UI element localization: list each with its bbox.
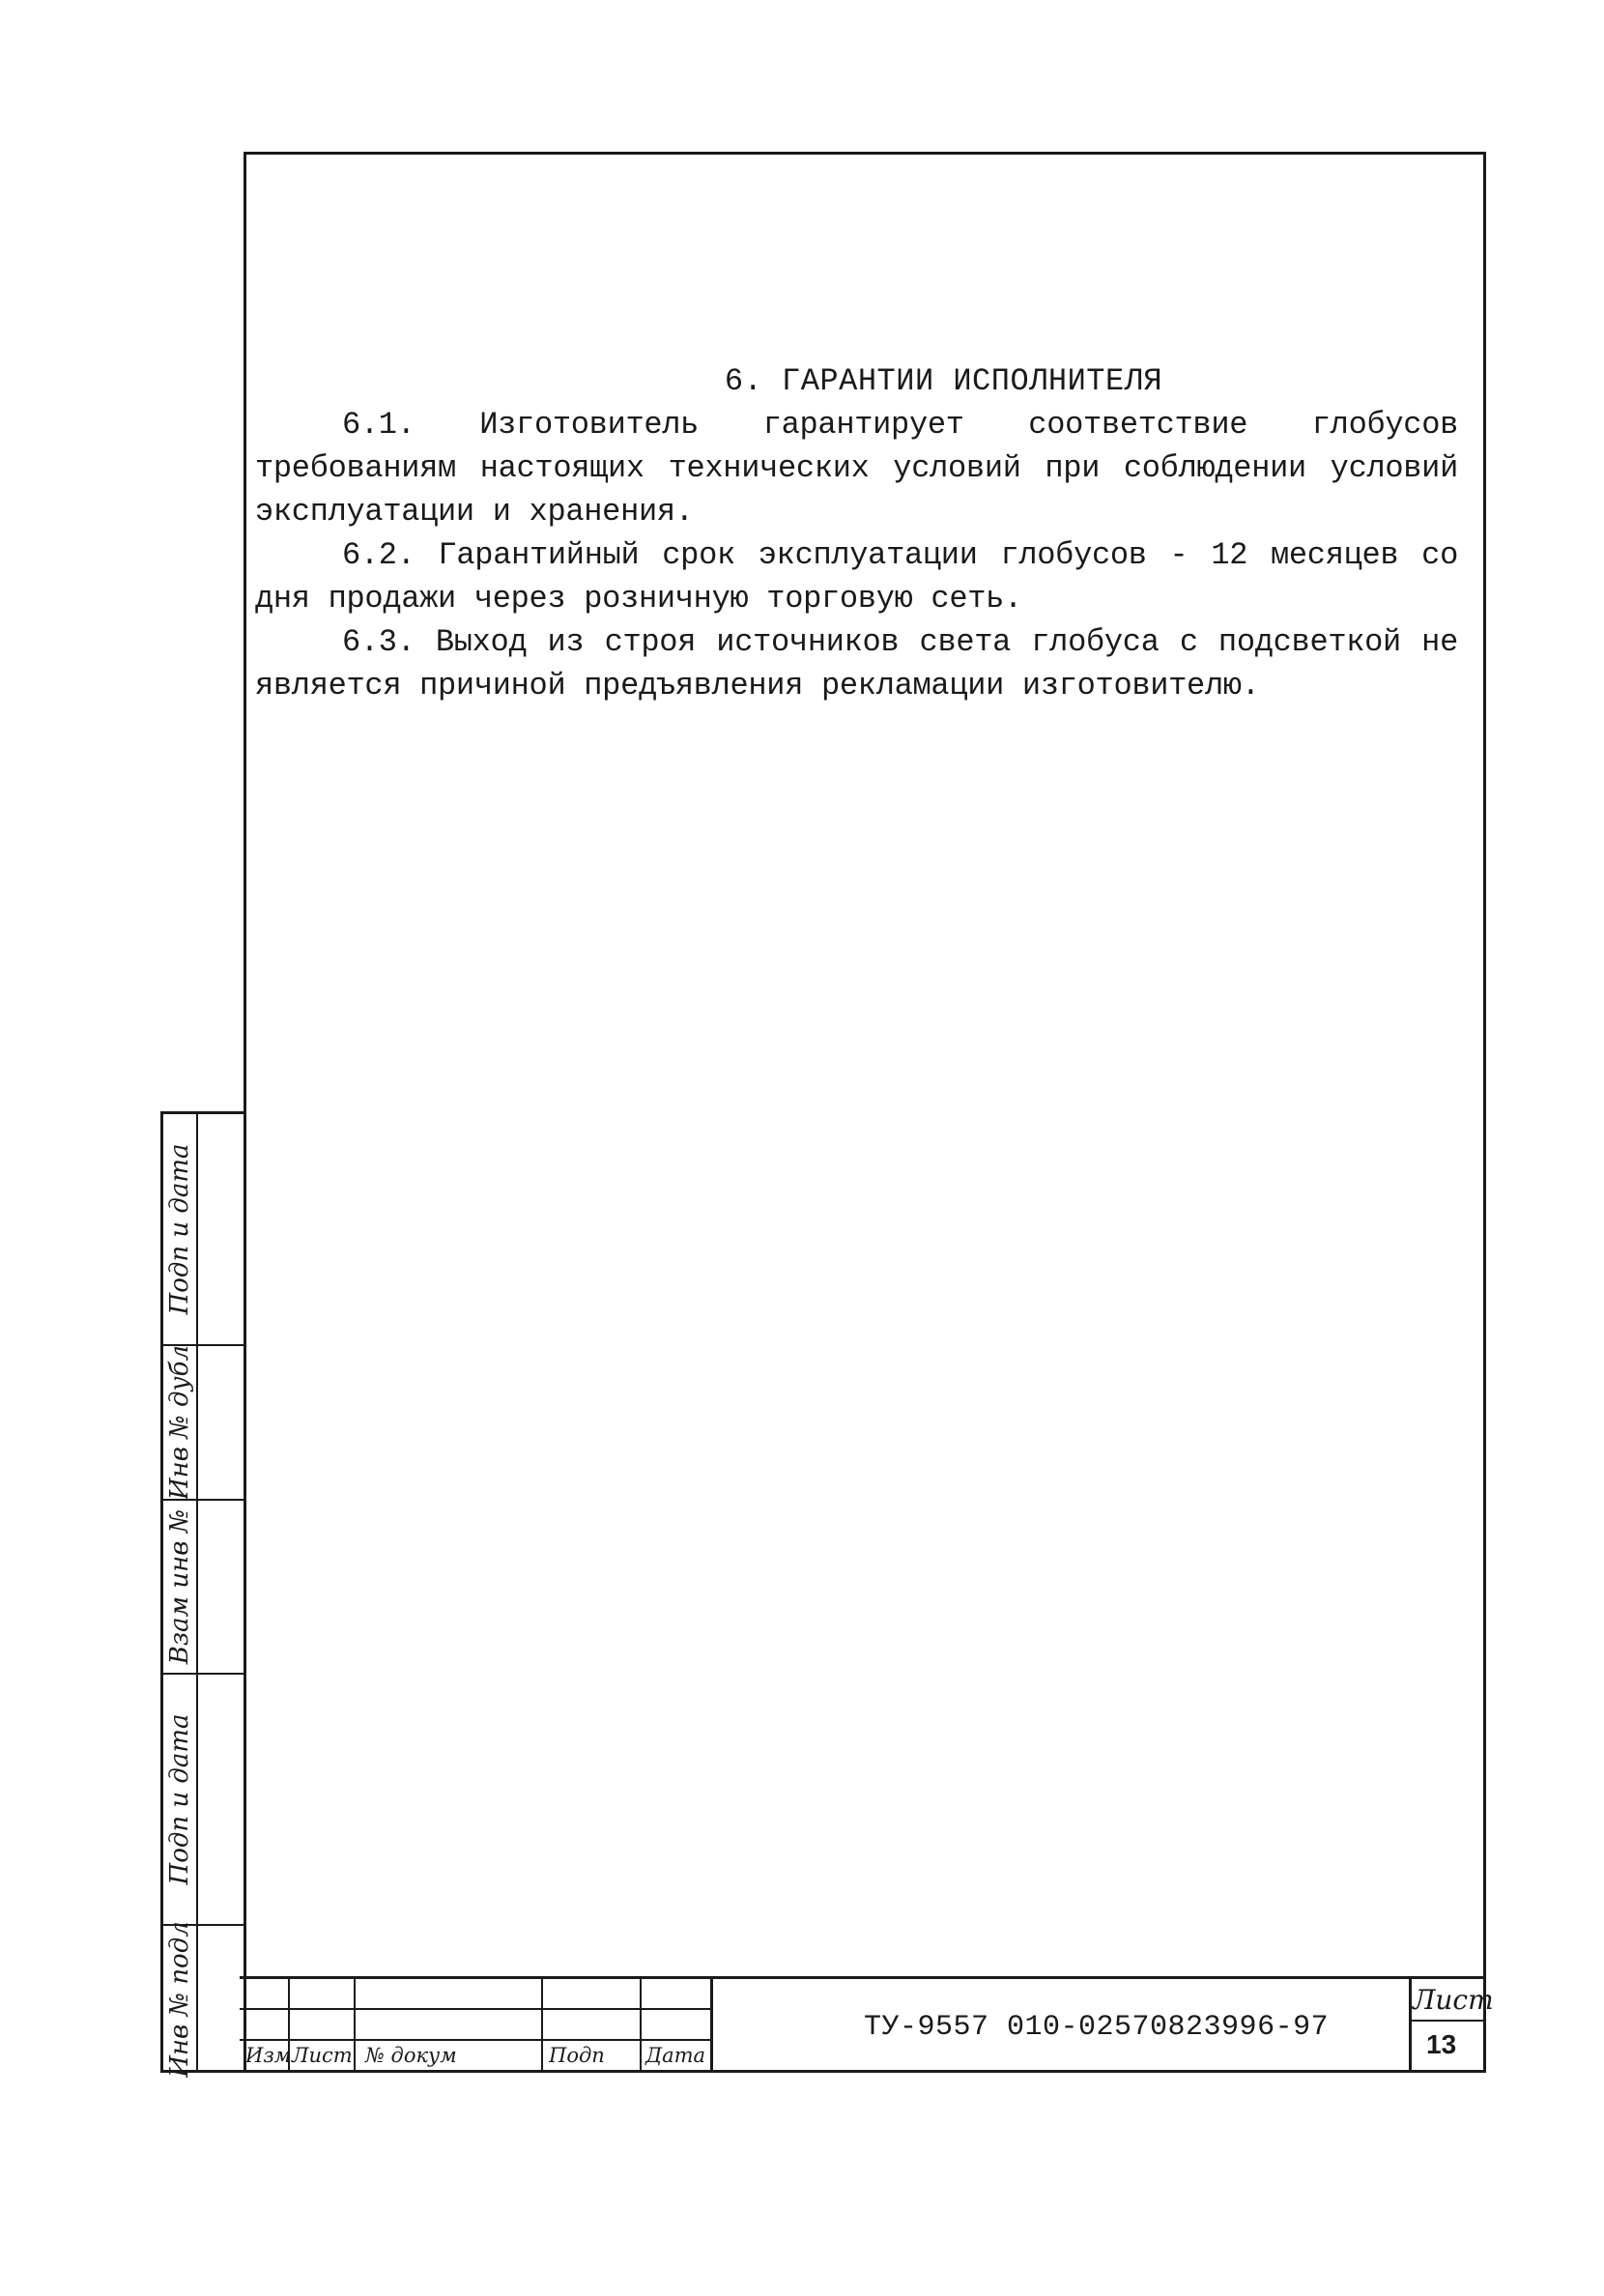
title-block-top-line [240,1976,1486,1979]
side-field [196,1501,246,1675]
side-field [196,1926,246,2073]
sheet-box-middle-line [1409,2020,1486,2022]
document-designation: ТУ-9557 010-02570823996-97 [864,2011,1330,2044]
side-label: Инв № дубл [165,1344,194,1501]
side-label: Взам инв № [165,1508,194,1665]
title-block-col-line [541,1976,543,2073]
side-stamp [160,1111,243,2078]
title-block-col-line [710,1976,713,2073]
side-label: Подп и дата [165,1143,194,1315]
title-block-col-line [354,1976,356,2073]
paragraph-6-3: 6.3. Выход из строя источников света глобуса с подсветкой не является причиной предъявления рекламации изготовителю. [255,624,1458,703]
side-label: Инв № подл [165,1921,194,2078]
column-label-date: Дата [645,2044,706,2067]
sheet-number: 13 [1426,2029,1457,2059]
document-body [255,359,1458,707]
side-label: Подп и дата [165,1713,194,1885]
paragraph-6-2: 6.2. Гарантийный срок эксплуатации глобусов - 12 месяцев со дня продажи через розничную торговую сеть. [255,537,1458,617]
sheet-box-left-line [1409,1976,1412,2073]
side-cell-replacement-inv [163,1501,196,1675]
side-cell-original-inv [163,1921,196,2078]
column-label-signature: Подп [549,2044,605,2067]
title-block-row-line [240,2039,713,2041]
title-block-row-line [240,2008,713,2010]
side-cell-signature-date-2 [163,1675,196,1926]
title-block-col-line [640,1976,642,2073]
paragraph-6-1: 6.1. Изготовитель гарантирует соответствие глобусов требованиям настоящих технических условий при соблюдении условий эксплуатации и хранения. [255,407,1458,530]
column-label-document-number: № докум [365,2044,457,2067]
column-label-sheet: Лист [292,2044,353,2067]
side-field [196,1675,246,1926]
side-cell-duplicate-inv [163,1346,196,1501]
column-label-revision: Изм [245,2044,292,2067]
side-field [196,1346,246,1501]
side-cell-signature-date-1 [163,1114,196,1346]
sheet-label: Лист [1413,1984,1494,2016]
side-field [196,1114,246,1346]
section-heading: 6. ГАРАНТИИ ИСПОЛНИТЕЛЯ [724,363,1163,399]
